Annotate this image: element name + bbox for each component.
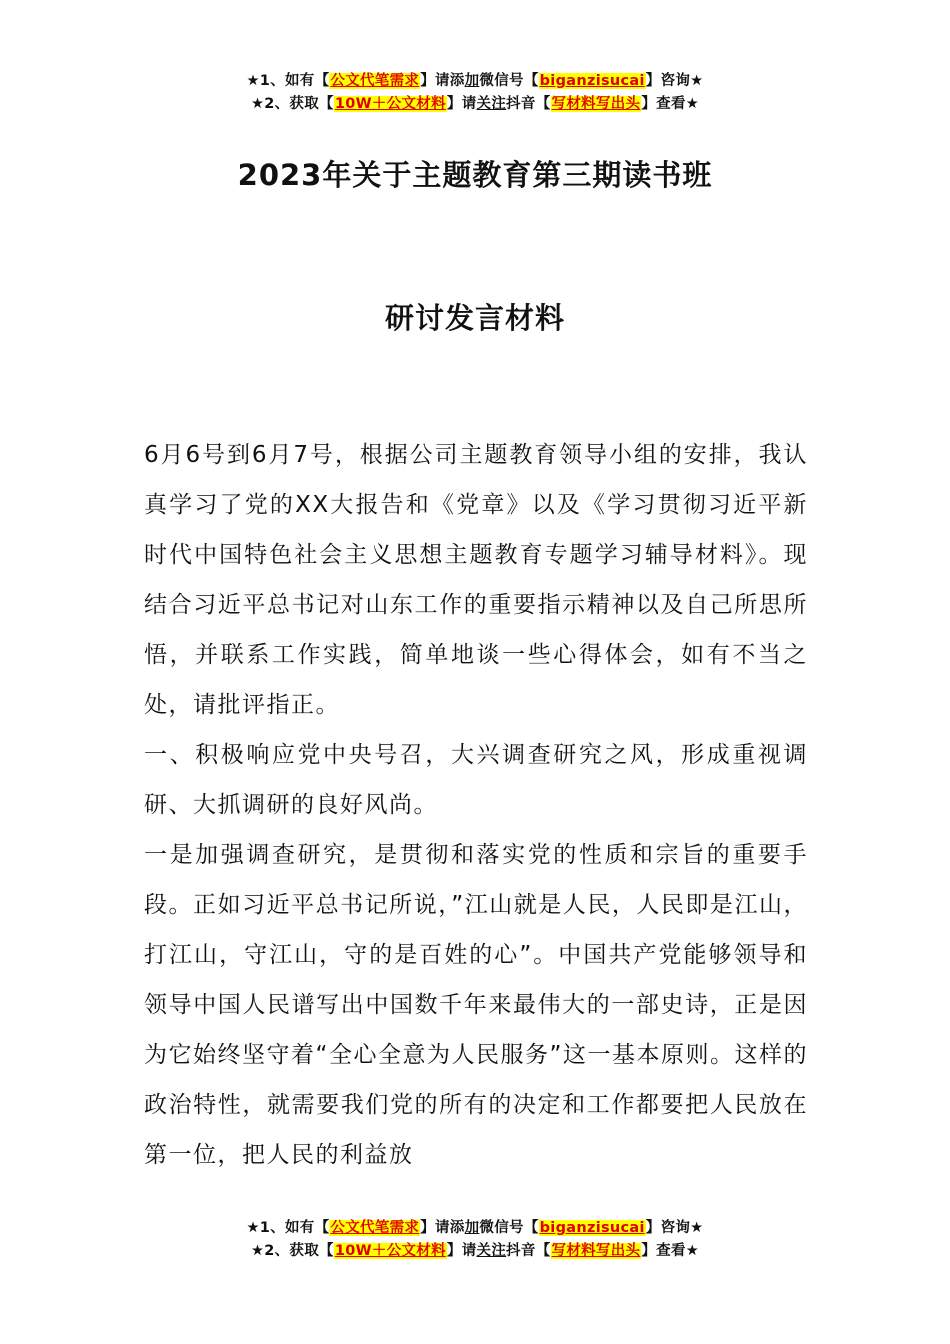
wechat-id-highlight: biganzisucai (539, 73, 645, 89)
banner-line-2: ★2、获取【10W＋公文材料】请关注抖音【写材料写出头】查看★ (250, 96, 700, 112)
wechat-id-highlight: biganzisucai (539, 1220, 645, 1236)
document-title-line-1: 2023年关于主题教育第三期读书班 (237, 158, 713, 192)
service-highlight: 公文代笔需求 (330, 73, 420, 89)
banner-line-1: ★1、如有【公文代笔需求】请添加微信号【biganzisucai】咨询★ (246, 73, 704, 89)
paragraph-point-1: 一是加强调查研究，是贯彻和落实党的性质和宗旨的重要手段。正如习近平总书记所说，”江山就是人民，人民即是江山，打江山，守江山，守的是百姓的心”。中国共产党能够领导和领导中国人民谱写出中国数千年来最伟大的一部史诗，正是因为它始终坚守着“全心全意为人民服务”这一基本原则。这样的政治特性，就需要我们党的所有的决定和工作都要把人民放在第一位，把人民的利益放 (144, 842, 808, 1168)
materials-highlight: 10W＋公文材料 (334, 96, 446, 112)
document-title-line-2: 研讨发言材料 (384, 301, 565, 335)
materials-highlight: 10W＋公文材料 (334, 1243, 446, 1259)
top-banner (0, 70, 950, 116)
paragraph-heading-1: 一、积极响应党中央号召，大兴调查研究之风，形成重视调研、大抓调研的良好风尚。 (144, 742, 808, 818)
douyin-account-highlight: 写材料写出头 (551, 96, 641, 112)
service-highlight: 公文代笔需求 (330, 1220, 420, 1236)
douyin-account-highlight: 写材料写出头 (551, 1243, 641, 1259)
banner-line-2: ★2、获取【10W＋公文材料】请关注抖音【写材料写出头】查看★ (250, 1243, 700, 1259)
document-body (144, 430, 808, 1180)
paragraph-intro: 6月6号到6月7号，根据公司主题教育领导小组的安排，我认真学习了党的XX大报告和《党章》以及《学习贯彻习近平新时代中国特色社会主义思想主题教育专题学习辅导材料》。现结合习近平总书记对山东工作的重要指示精神以及自己所思所悟，并联系工作实践，简单地谈一些心得体会，如有不当之处，请批评指正。 (144, 442, 808, 718)
banner-line-1: ★1、如有【公文代笔需求】请添加微信号【biganzisucai】咨询★ (246, 1220, 704, 1236)
bottom-banner (0, 1217, 950, 1263)
